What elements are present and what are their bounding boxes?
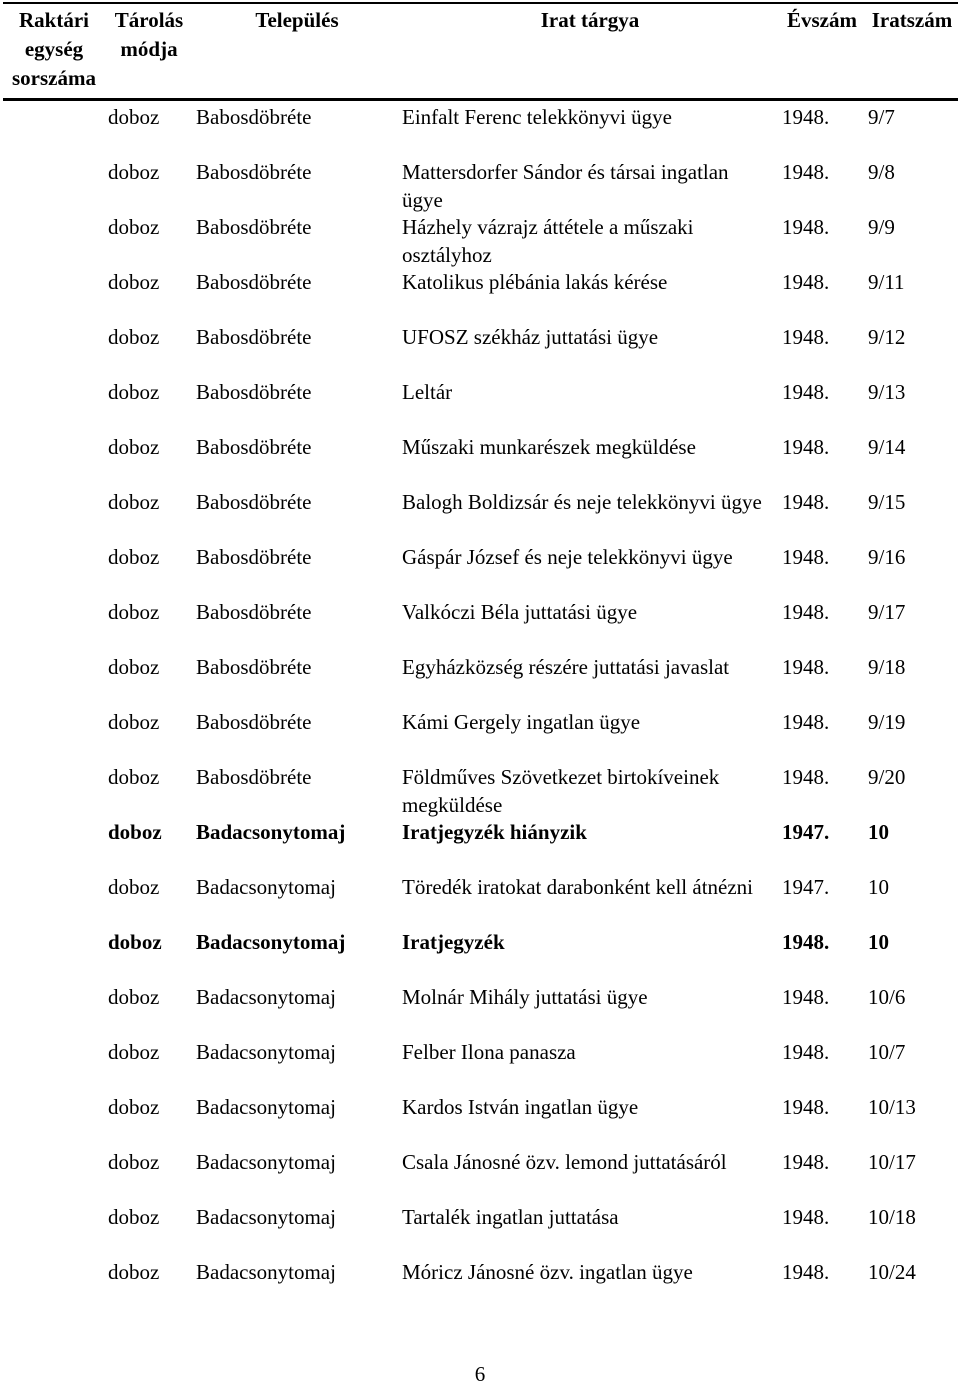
subject-cell: Töredék iratokat darabonként kell átnézni (402, 875, 754, 899)
settlement-cell: Badacsonytomaj (196, 930, 346, 954)
storage-cell: doboz (108, 1205, 160, 1229)
year-cell: 1948. (782, 215, 830, 239)
settlement-cell: Babosdöbréte (196, 765, 312, 789)
page-number: 6 (474, 1362, 486, 1386)
storage-cell: doboz (108, 270, 160, 294)
table-row (0, 1093, 960, 1148)
year-cell: 1948. (782, 435, 830, 459)
number-cell: 10/18 (868, 1205, 916, 1229)
number-cell: 9/7 (868, 105, 895, 129)
table-row (0, 1038, 960, 1093)
subject-cell: Einfalt Ferenc telekkönyvi ügye (402, 105, 672, 129)
settlement-cell: Badacsonytomaj (196, 875, 336, 899)
settlement-cell: Badacsonytomaj (196, 1150, 336, 1174)
subject-cell: Felber Ilona panasza (402, 1040, 576, 1064)
storage-cell: doboz (108, 545, 160, 569)
subject-cell: Földműves Szövetkezet birtokíveinek megküldése (402, 765, 720, 817)
settlement-cell: Babosdöbréte (196, 490, 312, 514)
subject-cell: Műszaki munkarészek megküldése (402, 435, 696, 459)
year-cell: 1948. (782, 325, 830, 349)
number-cell: 9/12 (868, 325, 906, 349)
header-settlement: Település (255, 8, 339, 32)
subject-cell: Iratjegyzék hiányzik (402, 820, 587, 844)
year-cell: 1947. (782, 875, 830, 899)
subject-cell: Molnár Mihály juttatási ügye (402, 985, 648, 1009)
subject-cell: Iratjegyzék (402, 930, 505, 954)
storage-cell: doboz (108, 1095, 160, 1119)
number-cell: 10/7 (868, 1040, 906, 1064)
year-cell: 1948. (782, 1150, 830, 1174)
storage-cell: doboz (108, 325, 160, 349)
settlement-cell: Babosdöbréte (196, 655, 312, 679)
storage-cell: doboz (108, 1040, 160, 1064)
settlement-cell: Badacsonytomaj (196, 1260, 336, 1284)
table-row (0, 213, 960, 268)
table-row (0, 323, 960, 378)
settlement-cell: Babosdöbréte (196, 710, 312, 734)
table-row (0, 1148, 960, 1203)
storage-cell: doboz (108, 820, 162, 844)
subject-cell: Gáspár József és neje telekkönyvi ügye (402, 545, 733, 569)
year-cell: 1948. (782, 600, 830, 624)
number-cell: 9/11 (868, 270, 905, 294)
subject-cell: Kámi Gergely ingatlan ügye (402, 710, 641, 734)
number-cell: 10 (868, 820, 889, 844)
table-row (0, 488, 960, 543)
subject-cell: Katolikus plébánia lakás kérése (402, 270, 668, 294)
number-cell: 9/15 (868, 490, 906, 514)
number-cell: 10/24 (868, 1260, 916, 1284)
year-cell: 1948. (782, 270, 830, 294)
subject-cell: Mattersdorfer Sándor és társai ingatlan ügye (402, 160, 729, 212)
header-unit-number: Raktári egység sorszáma (12, 8, 96, 90)
number-cell: 9/17 (868, 600, 906, 624)
settlement-cell: Babosdöbréte (196, 270, 312, 294)
storage-cell: doboz (108, 215, 160, 239)
settlement-cell: Babosdöbréte (196, 105, 312, 129)
header-bottom-rule (3, 98, 958, 101)
subject-cell: Egyházközség részére juttatási javaslat (402, 655, 730, 679)
storage-cell: doboz (108, 1150, 160, 1174)
year-cell: 1948. (782, 1260, 830, 1284)
settlement-cell: Babosdöbréte (196, 380, 312, 404)
table-row (0, 708, 960, 763)
storage-cell: doboz (108, 710, 160, 734)
storage-cell: doboz (108, 655, 160, 679)
header-storage-method: Tárolás módja (114, 8, 184, 61)
settlement-cell: Badacsonytomaj (196, 1095, 336, 1119)
storage-cell: doboz (108, 930, 162, 954)
table-row (0, 653, 960, 708)
year-cell: 1948. (782, 490, 830, 514)
subject-cell: Csala Jánosné özv. lemond juttatásáról (402, 1150, 727, 1174)
table-row (0, 983, 960, 1038)
table-row (0, 433, 960, 488)
table-row (0, 598, 960, 653)
year-cell: 1948. (782, 765, 830, 789)
settlement-cell: Babosdöbréte (196, 435, 312, 459)
number-cell: 9/14 (868, 435, 906, 459)
year-cell: 1947. (782, 820, 830, 844)
settlement-cell: Badacsonytomaj (196, 1205, 336, 1229)
number-cell: 10 (868, 875, 889, 899)
header-year: Évszám (787, 8, 857, 32)
settlement-cell: Babosdöbréte (196, 215, 312, 239)
storage-cell: doboz (108, 380, 160, 404)
table-row (0, 378, 960, 433)
storage-cell: doboz (108, 160, 160, 184)
year-cell: 1948. (782, 545, 830, 569)
settlement-cell: Badacsonytomaj (196, 1040, 336, 1064)
table-row (0, 268, 960, 323)
table-row (0, 103, 960, 158)
settlement-cell: Babosdöbréte (196, 160, 312, 184)
table-row (0, 928, 960, 983)
storage-cell: doboz (108, 765, 160, 789)
subject-cell: Leltár (402, 380, 453, 404)
storage-cell: doboz (108, 105, 160, 129)
year-cell: 1948. (782, 105, 830, 129)
table-row (0, 763, 960, 818)
number-cell: 10/17 (868, 1150, 916, 1174)
settlement-cell: Badacsonytomaj (196, 985, 336, 1009)
year-cell: 1948. (782, 1205, 830, 1229)
storage-cell: doboz (108, 985, 160, 1009)
table-row (0, 158, 960, 213)
settlement-cell: Babosdöbréte (196, 325, 312, 349)
settlement-cell: Badacsonytomaj (196, 820, 346, 844)
number-cell: 9/13 (868, 380, 906, 404)
year-cell: 1948. (782, 985, 830, 1009)
storage-cell: doboz (108, 435, 160, 459)
settlement-cell: Babosdöbréte (196, 545, 312, 569)
storage-cell: doboz (108, 490, 160, 514)
year-cell: 1948. (782, 655, 830, 679)
year-cell: 1948. (782, 710, 830, 734)
year-cell: 1948. (782, 1095, 830, 1119)
number-cell: 9/20 (868, 765, 906, 789)
table-row (0, 873, 960, 928)
table-top-rule (3, 2, 958, 4)
number-cell: 9/9 (868, 215, 895, 239)
number-cell: 9/18 (868, 655, 906, 679)
number-cell: 10/6 (868, 985, 906, 1009)
subject-cell: UFOSZ székház juttatási ügye (402, 325, 659, 349)
header-document-number: Iratszám (871, 8, 953, 32)
number-cell: 9/19 (868, 710, 906, 734)
year-cell: 1948. (782, 1040, 830, 1064)
subject-cell: Házhely vázrajz áttétele a műszaki osztályhoz (402, 215, 694, 267)
number-cell: 9/8 (868, 160, 895, 184)
subject-cell: Balogh Boldizsár és neje telekkönyvi ügye (402, 490, 762, 514)
header-document-subject: Irat tárgya (540, 8, 640, 32)
year-cell: 1948. (782, 160, 830, 184)
settlement-cell: Babosdöbréte (196, 600, 312, 624)
number-cell: 10/13 (868, 1095, 916, 1119)
number-cell: 10 (868, 930, 889, 954)
table-row (0, 1258, 960, 1313)
table-row (0, 543, 960, 598)
subject-cell: Kardos István ingatlan ügye (402, 1095, 639, 1119)
storage-cell: doboz (108, 875, 160, 899)
year-cell: 1948. (782, 380, 830, 404)
table-row (0, 1203, 960, 1258)
storage-cell: doboz (108, 600, 160, 624)
subject-cell: Móricz Jánosné özv. ingatlan ügye (402, 1260, 693, 1284)
table-row (0, 818, 960, 873)
number-cell: 9/16 (868, 545, 906, 569)
subject-cell: Valkóczi Béla juttatási ügye (402, 600, 638, 624)
subject-cell: Tartalék ingatlan juttatása (402, 1205, 619, 1229)
storage-cell: doboz (108, 1260, 160, 1284)
year-cell: 1948. (782, 930, 830, 954)
